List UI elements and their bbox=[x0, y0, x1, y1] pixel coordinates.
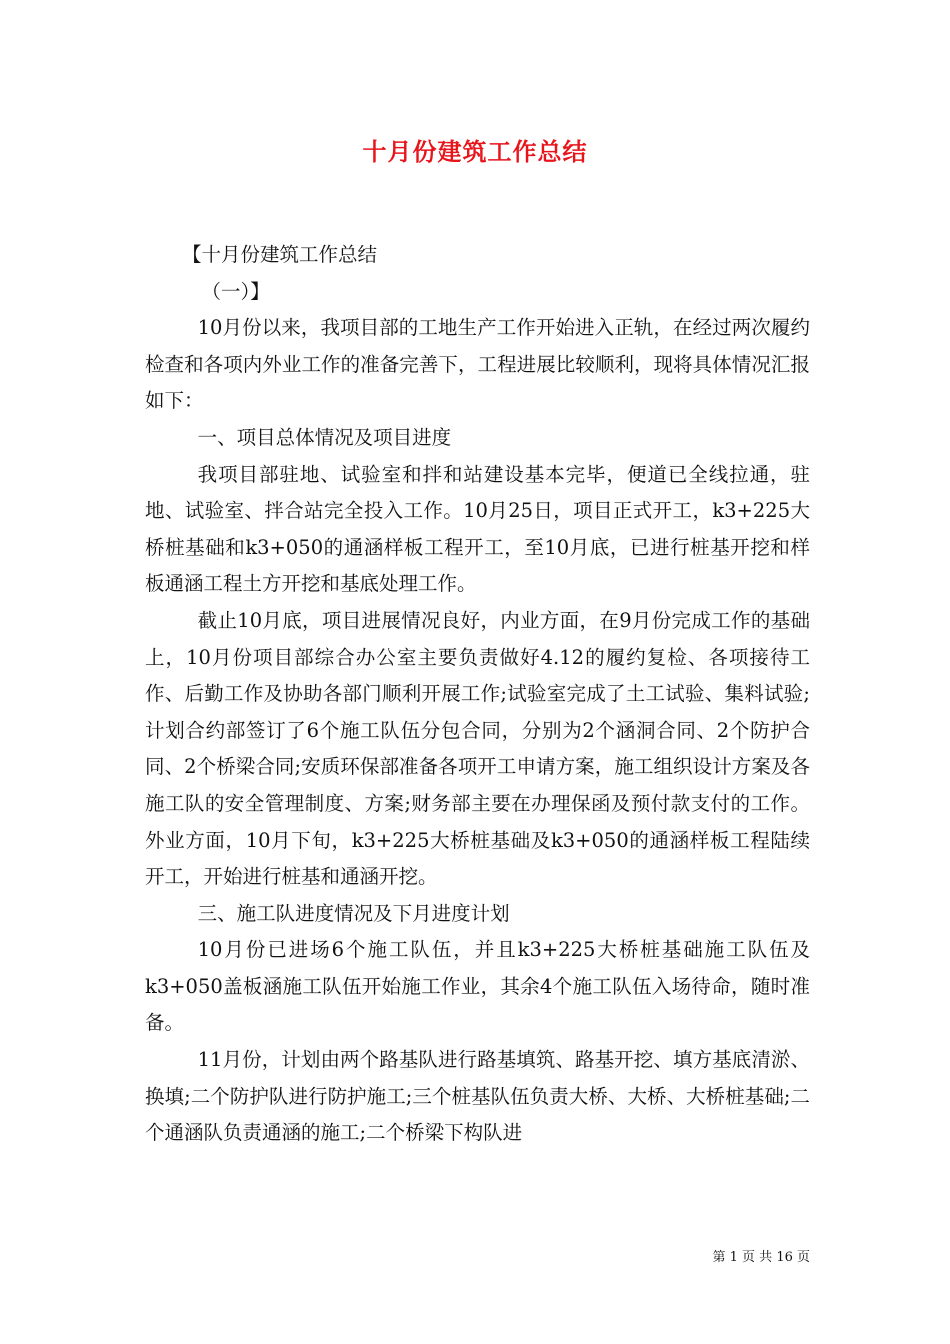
subtitle-line-1: 【十月份建筑工作总结 bbox=[182, 243, 378, 266]
page-number-footer: 第 1 页 共 16 页 bbox=[712, 1250, 810, 1265]
section-heading-3: 三、施工队进度情况及下月进度计划 bbox=[197, 901, 510, 925]
section-heading-1: 一、项目总体情况及项目进度 bbox=[197, 425, 452, 449]
document-body bbox=[145, 237, 810, 1152]
paragraph-plan: 11月份，计划由两个路基队进行路基填筑、路基开挖、填方基底清淤、换填;二个防护队进行防护施工;三个桩基队伍负责大桥、大桥、大桥桩基础;二个通涵队负责通涵的施工;二个桥梁下构队进 bbox=[145, 1048, 810, 1145]
subtitle-line-2: （一）】 bbox=[201, 279, 270, 303]
paragraph-progress: 截止10月底，项目进展情况良好，内业方面，在9月份完成工作的基础上，10月份项目部综合办公室主要负责做好4.12的履约复检、各项接待工作、后勤工作及协助各部门顺利开展工作;试验室完成了土工试验、集料试验;计划合约部签订了6个施工队伍分包合同，分别为2个涵洞合同、2个防护合同、2个桥梁合同;安质环保部准备各项开工申请方案，施工组织设计方案及各施工队的安全管理制度、方案;财务部主要在办理保函及预付款支付的工作。外业方面，10月下旬，k3+225大桥桩基础及k3+050的通涵样板工程陆续开工，开始进行桩基和通涵开挖。 bbox=[145, 608, 810, 889]
paragraph-overview: 我项目部驻地、试验室和拌和站建设基本完毕，便道已全线拉通，驻地、试验室、拌合站完全投入工作。10月25日，项目正式开工，k3+225大桥桩基础和k3+050的通涵样板工程开工，至10月底，已进行桩基开挖和样板通涵工程土方开挖和基底处理工作。 bbox=[145, 462, 810, 596]
document-title: 十月份建筑工作总结 bbox=[362, 137, 588, 166]
paragraph-teams: 10月份已进场6个施工队伍，并且k3+225大桥桩基础施工队伍及k3+050盖板涵施工队伍开始施工作业，其余4个施工队伍入场待命，随时准备。 bbox=[145, 938, 810, 1035]
paragraph-intro: 10月份以来，我项目部的工地生产工作开始进入正轨，在经过两次履约检查和各项内外业工作的准备完善下，工程进展比较顺利，现将具体情况汇报如下： bbox=[145, 316, 810, 413]
